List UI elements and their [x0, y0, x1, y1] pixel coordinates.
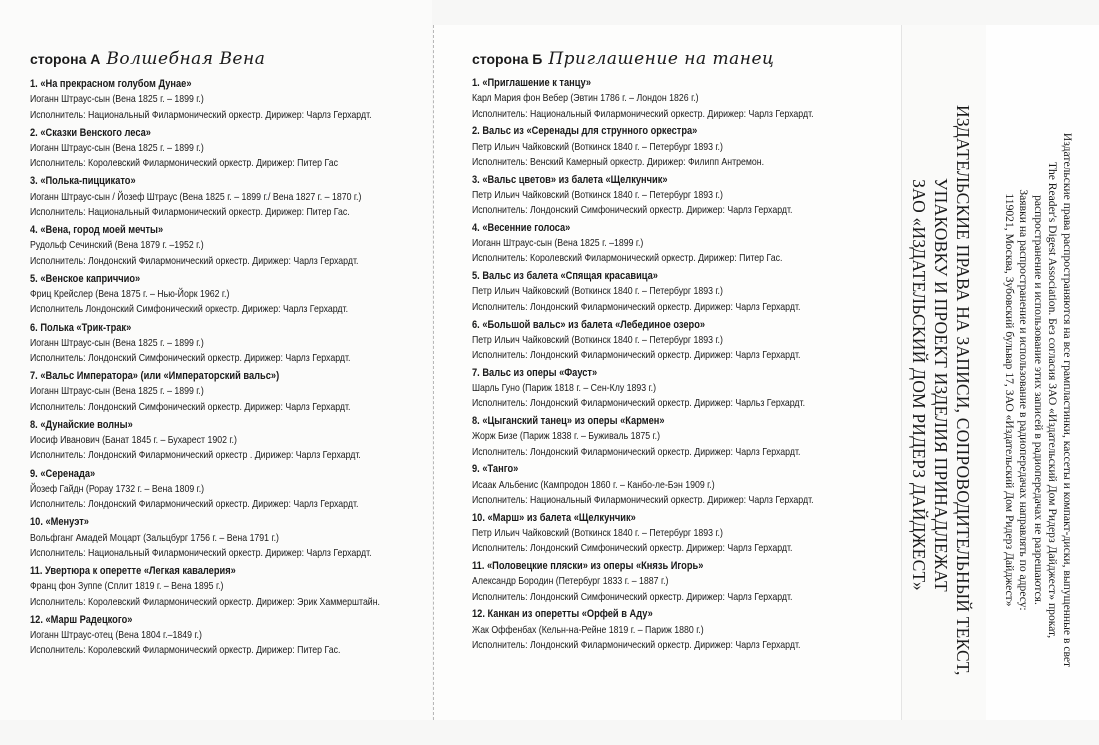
track-composer: Иоганн Штраус-сын (Вена 1825 г. –1899 г.) — [472, 238, 644, 250]
track-composer: Иоганн Штраус-сын (Вена 1825 г. – 1899 г.) — [30, 94, 204, 106]
track-title: 7. Вальс из оперы «Фауст» — [472, 366, 598, 379]
track-title: 7. «Вальс Императора» (или «Императорский вальс») — [30, 370, 280, 383]
track-title: 8. «Дунайские волны» — [30, 418, 133, 431]
track-performer: Исполнитель: Лондонский Симфонический оркестр. Дирижер: Чарлз Герхардт. — [30, 401, 351, 413]
track-composer: Петр Ильич Чайковский (Воткинск 1840 г. – Петербург 1893 г.) — [472, 334, 723, 346]
track-item — [30, 467, 358, 513]
track-performer: Исполнитель: Национальный Филармонический оркестр. Дирижер: Чарлз Герхардт. — [30, 109, 372, 121]
track-performer: Исполнитель: Лондонский Филармонический оркестр. Дирижер: Чарлз Герхардт. — [30, 255, 359, 267]
track-item — [30, 418, 361, 464]
track-performer: Исполнитель Лондонский Симфонический оркестр. Дирижер: Чарлз Герхардт. — [30, 304, 349, 316]
track-performer: Исполнитель: Лондонский Филармонический оркестр. Дирижер: Чарлз Герхардт. — [472, 350, 801, 362]
track-item — [30, 126, 338, 172]
track-composer: Петр Ильич Чайковский (Воткинск 1840 г. – Петербург 1893 г.) — [472, 286, 723, 298]
track-composer: Фриц Крейслер (Вена 1875 г. – Нью-Йорк 1962 г.) — [30, 289, 230, 301]
track-title: 9. «Танго» — [472, 463, 519, 476]
side-a-title: Волшебная Вена — [106, 49, 266, 69]
side-a-heading — [30, 49, 265, 69]
legal-panel — [986, 25, 1099, 720]
track-item — [472, 221, 782, 267]
track-item — [30, 564, 380, 610]
track-composer: Петр Ильич Чайковский (Воткинск 1840 г. – Петербург 1893 г.) — [472, 527, 723, 539]
track-performer: Исполнитель: Национальный Филармонический оркестр. Дирижер: Чарлз Герхардт. — [472, 108, 814, 120]
track-performer: Исполнитель: Лондонский Филармонический оркестр . Дирижер: Чарлз Герхардт. — [30, 450, 361, 462]
side-b-heading — [472, 49, 774, 69]
track-title: 6. «Большой вальс» из балета «Лебединое озеро» — [472, 318, 706, 331]
track-item — [30, 369, 350, 415]
track-item — [472, 414, 800, 460]
track-composer: Йозеф Гайдн (Рорау 1732 г. – Вена 1809 г.) — [30, 483, 205, 495]
track-title: 9. «Серенада» — [30, 467, 96, 480]
track-item — [30, 321, 350, 367]
spine-text — [908, 105, 974, 676]
track-performer: Исполнитель: Лондонский Филармонический оркестр. Дирижер: Чарлз Герхардт. — [30, 499, 359, 511]
spine-line: ИЗДАТЕЛЬСКИЕ ПРАВА НА ЗАПИСИ, СОПРОВОДИТЕЛЬНЫЙ ТЕКСТ, — [953, 105, 973, 676]
track-item — [472, 269, 800, 315]
side-a-panel — [0, 0, 432, 720]
track-performer: Исполнитель: Лондонский Филармонический оркестр. Дирижер: Чарлз Герхардт. — [472, 639, 801, 651]
track-item — [472, 173, 792, 219]
track-title: 1. «Приглашение к танцу» — [472, 77, 592, 89]
track-composer: Рудольф Сечинский (Вена 1879 г. –1952 г.) — [30, 240, 204, 252]
track-performer: Исполнитель: Лондонский Симфонический оркестр. Дирижер: Чарлз Герхардт. — [472, 205, 793, 217]
track-title: 2. Вальс из «Серенады для струнного оркестра» — [472, 125, 698, 138]
track-composer: Шарль Гуно (Париж 1818 г. – Сен-Клу 1893 г.) — [472, 383, 657, 395]
side-a-label: сторона А — [30, 51, 101, 67]
legal-line: Издательские права распространяются на все грампластинки, кассеты и компакт-диски, выпущенные в свет — [1061, 132, 1074, 668]
track-performer: Исполнитель: Королевский Филармонический оркестр. Дирижер: Питер Гас. — [472, 253, 783, 265]
track-title: 10. «Марш» из балета «Щелкунчик» — [472, 511, 636, 524]
track-item — [30, 272, 348, 318]
track-title: 5. Вальс из балета «Спящая красавица» — [472, 270, 658, 283]
track-composer: Александр Бородин (Петербург 1833 г. – 1887 г.) — [472, 576, 669, 588]
spine-panel — [901, 25, 987, 720]
track-title: 4. «Вена, город моей мечты» — [30, 224, 164, 237]
track-title: 3. «Полька-пиццикато» — [30, 175, 136, 188]
track-performer: Исполнитель: Лондонский Филармонический оркестр. Дирижер: Чарлз Герхардт. — [472, 446, 801, 458]
side-b-label: сторона Б — [472, 51, 543, 67]
track-item — [472, 511, 792, 557]
track-item — [30, 174, 361, 220]
track-composer: Франц фон Зуппе (Сплит 1819 г. – Вена 1895 г.) — [30, 581, 224, 593]
track-title: 11. Увертюра к оперетте «Легкая кавалерия» — [30, 565, 236, 577]
track-title: 2. «Сказки Венского леса» — [30, 126, 151, 139]
track-title: 10. «Менуэт» — [30, 516, 89, 529]
track-title: 12. Канкан из оперетты «Орфей в Аду» — [472, 608, 653, 621]
track-item — [472, 318, 800, 364]
track-title: 3. «Вальс цветов» из балета «Щелкунчик» — [472, 173, 668, 186]
track-performer: Исполнитель: Национальный Филармонический оркестр. Дирижер: Питер Гас. — [30, 206, 350, 218]
track-item — [472, 559, 792, 605]
track-performer: Исполнитель: Лондонский Симфонический оркестр. Дирижер: Чарлз Герхардт. — [472, 543, 793, 555]
track-composer: Иоганн Штраус-сын (Вена 1825 г. – 1899 г.) — [30, 142, 204, 154]
track-composer: Жорж Бизе (Париж 1838 г. – Буживаль 1875 г.) — [472, 431, 661, 443]
track-item — [30, 515, 372, 561]
track-composer: Иоганн Штраус-сын / Йозеф Штраус (Вена 1825 г. – 1899 г./ Вена 1827 г. – 1870 г.) — [30, 191, 362, 203]
legal-line: 119021, Москва, Зубовский бульвар 17, ЗАО «Издательский Дом Ридерз Дайджест» — [1003, 193, 1016, 607]
track-composer: Исаак Альбенис (Кампродон 1860 г. – Канбо-ле-Бэн 1909 г.) — [472, 479, 715, 491]
track-composer: Иоганн Штраус-отец (Вена 1804 г.–1849 г.) — [30, 629, 202, 641]
track-composer: Петр Ильич Чайковский (Воткинск 1840 г. – Петербург 1893 г.) — [472, 189, 723, 201]
track-item — [472, 124, 764, 170]
track-performer: Исполнитель: Королевский Филармонический оркестр. Дирижер: Питер Гас. — [30, 645, 341, 657]
track-title: 12. «Марш Радецкого» — [30, 613, 133, 626]
track-item — [472, 76, 814, 122]
track-performer: Исполнитель: Лондонский Симфонический оркестр. Дирижер: Чарлз Герхардт. — [472, 591, 793, 603]
track-title: 8. «Цыганский танец» из оперы «Кармен» — [472, 415, 665, 428]
track-title: 1. «На прекрасном голубом Дунае» — [30, 78, 192, 90]
track-composer: Жак Оффенбах (Кельн-на-Рейне 1819 г. – Париж 1880 г.) — [472, 624, 704, 636]
track-performer: Исполнитель: Королевский Филармонический оркестр. Дирижер: Питер Гас — [30, 158, 338, 170]
track-item — [472, 607, 800, 653]
track-composer: Карл Мария фон Вебер (Эвтин 1786 г. – Лондон 1826 г.) — [472, 93, 699, 105]
track-item — [30, 613, 340, 659]
spine-line: ЗАО «ИЗДАТЕЛЬСКИЙ ДОМ РИДЕРЗ ДАЙДЖЕСТ» — [909, 179, 929, 591]
track-composer: Иоганн Штраус-сын (Вена 1825 г. – 1899 г.) — [30, 386, 204, 398]
side-b-title: Приглашение на танец — [548, 49, 775, 69]
legal-line: Заявки на распространение и использование в радиопередачах направлять по адресу: — [1017, 189, 1031, 611]
track-performer: Исполнитель: Лондонский Филармонический оркестр. Дирижер: Чарльз Герхардт. — [472, 398, 806, 410]
track-composer: Вольфганг Амадей Моцарт (Зальцбург 1756 г. – Вена 1791 г.) — [30, 532, 279, 544]
track-composer: Иосиф Иванович (Банат 1845 г. – Бухарест 1902 г.) — [30, 435, 237, 447]
track-performer: Исполнитель: Лондонский Симфонический оркестр. Дирижер: Чарлз Герхардт. — [30, 353, 351, 365]
track-item — [30, 223, 358, 269]
track-performer: Исполнитель: Венский Камерный оркестр. Дирижер: Филипп Антремон. — [472, 156, 765, 168]
track-composer: Петр Ильич Чайковский (Воткинск 1840 г. – Петербург 1893 г.) — [472, 141, 723, 153]
track-performer: Исполнитель: Лондонский Филармонический оркестр. Дирижер: Чарлз Герхардт. — [472, 301, 801, 313]
legal-text — [1002, 55, 1075, 745]
track-item — [30, 77, 372, 123]
track-title: 5. «Венское каприччио» — [30, 272, 141, 285]
track-performer: Исполнитель: Королевский Филармонический оркестр. Дирижер: Эрик Хаммерштайн. — [30, 596, 380, 608]
track-title: 4. «Весенние голоса» — [472, 221, 571, 234]
side-b-panel — [433, 25, 902, 720]
track-item — [472, 462, 814, 508]
spine-line: УПАКОВКУ И ПРОЕКТ ИЗДЕЛИЯ ПРИНАДЛЕЖАТ — [931, 178, 951, 592]
track-item — [472, 366, 805, 412]
track-title: 11. «Половецкие пляски» из оперы «Князь Игорь» — [472, 560, 704, 572]
track-performer: Исполнитель: Национальный Филармонический оркестр. Дирижер: Чарлз Герхардт. — [472, 494, 814, 506]
legal-line: The Reader's Digest Association. Без согласия ЗАО «Издательский Дом Ридерз Дайджест» прокат, — [1046, 161, 1060, 639]
track-composer: Иоганн Штраус-сын (Вена 1825 г. – 1899 г.) — [30, 337, 204, 349]
track-performer: Исполнитель: Национальный Филармонический оркестр. Дирижер: Чарлз Герхардт. — [30, 547, 372, 559]
track-title: 6. Полька «Трик-трак» — [30, 321, 132, 334]
legal-line: распространение и использование этих записей в радиопередачах не разрешаются. — [1032, 195, 1045, 605]
